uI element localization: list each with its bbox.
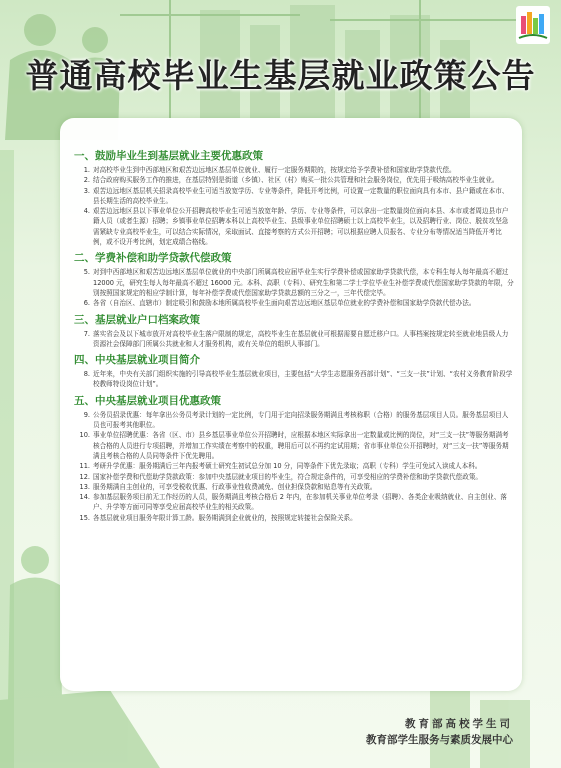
list-item: 1. 对高校毕业生到中西部地区和艰苦边远地区基层单位就业、履行一定服务期限的，按规定给予学费补偿和国家助学贷款代偿。 bbox=[83, 166, 456, 174]
section-heading: 一、鼓励毕业生到基层就业主要优惠政策 bbox=[74, 150, 263, 162]
section-basic-incentives bbox=[74, 148, 514, 247]
list-item: 14. 参加基层服务项目前无工作经历的人员，服务期满且考核合格后 2 年内，在参加机关事业单位考录（招聘）、各类企业吸纳就业、自主创业、落户、升学等方面可同等享受应届高校毕业生的相关政策。 bbox=[79, 493, 507, 512]
list-item: 11. 考研升学优惠：服务期满后三年内报考硕士研究生初试总分加 10 分，同等条件下优先录取；高职（专科）学生可免试入读成人本科。 bbox=[79, 462, 482, 471]
list-item: 6. 各省（自治区、直辖市）制定吸引和鼓励本地所属高校毕业生面向艰苦边远地区基层单位就业的学费补偿和国家助学贷款代偿办法。 bbox=[83, 299, 476, 308]
section-tuition-compensation bbox=[74, 250, 514, 308]
section-central-projects-intro bbox=[74, 352, 514, 390]
list-item: 4. 艰苦边远地区县以下事业单位公开招聘高校毕业生可适当放宽年龄、学历、专业等条件，可以拿出一定数量岗位面向本县、本市或者周边县市户籍人员（或者生源）招聘；乡镇事业单位招聘本科以上高校毕业生、县级事业单位招聘硕士以上高校毕业生，以及招聘行业、岗位、脱贫攻坚急需紧缺专业高校毕业生，可以结合实际情况，采取面试、直接考察的方式公开招聘；可以根据应聘人员报名、专业分布等情况适当降低开考比例，或不设开考比例，划定成绩合格线。 bbox=[83, 207, 509, 247]
section-heading: 五、中央基层就业项目优惠政策 bbox=[74, 394, 221, 407]
issuer-line-2: 教育部学生服务与素质发展中心 bbox=[366, 734, 513, 746]
list-item: 15. 各基层就业项目服务年限计算工龄。服务期满到企业就业的，按照规定转接社会保险关系。 bbox=[79, 513, 357, 522]
section-heading: 二、学费补偿和助学贷款代偿政策 bbox=[74, 252, 232, 265]
section-heading: 四、中央基层就业项目简介 bbox=[74, 354, 200, 367]
section-household-registration bbox=[74, 312, 514, 350]
city-logo-icon bbox=[516, 6, 550, 44]
list-item: 8. 近年来，中央有关部门组织实施的引导高校毕业生基层就业项目，主要包括“大学生志愿服务西部计划”、“三支一扶”计划、“农村义务教育阶段学校教师特设岗位计划”。 bbox=[83, 370, 513, 389]
section-heading: 三、基层就业户口档案政策 bbox=[74, 313, 200, 326]
page-title: 普通高校毕业生基层就业政策公告 bbox=[25, 56, 536, 95]
issuer-footer bbox=[366, 716, 513, 748]
list-item: 7. 落实省会及以下城市放开对高校毕业生落户限制的规定，高校毕业生在基层就业可根据需要自愿迁移户口。人事档案按规定转至就业地县级人力资源社会保障部门所属公共就业和人才服务机构，或有关单位的组织人事部门。 bbox=[83, 329, 509, 348]
section-central-projects-benefits bbox=[74, 393, 514, 523]
policy-content bbox=[74, 145, 514, 523]
list-item: 10. 事业单位招聘优惠：各省（区、市）县乡基层事业单位公开招聘时，应根据本地区实际拿出一定数量或比例的岗位，对“三支一扶”等服务期满考核合格的人员进行专项招聘，并增加工作实绩在考察中的权重，聘用后可以不再约定试用期；省市事业单位公开招聘时，对“三支一扶”等服务期满且考核合格的人员同等条件下优先聘用。 bbox=[79, 431, 509, 460]
list-item: 5. 对到中西部地区和艰苦边远地区基层单位就业的中央部门所属高校应届毕业生实行学费补偿或国家助学贷款代偿，本专科生每人每年最高不超过 12000 元，研究生每人每年最高不超过 16000 元。本科、高职（专科）、研究生和第二学士学位毕业生补偿学费或代偿国家助学贷款的年限，分别按照国家规定的相应学制计算，每年补偿学费或代偿国家助学贷款总额的三分之一，三年代偿完毕。 bbox=[83, 268, 514, 297]
list-item: 9. 公务员招录优惠：每年拿出公务员考录计划的一定比例，专门用于定向招录服务期满且考核称职（合格）的服务基层项目人员。服务基层项目人员也可报考其他职位。 bbox=[83, 410, 509, 430]
list-item: 2. 结合政府购买服务工作的推进，在基层特别是街道（乡镇）、社区（村）购买一批公共管理和社会服务岗位，优先用于吸纳高校毕业生就业。 bbox=[83, 176, 499, 185]
issuer-line-1: 教育部高校学生司 bbox=[405, 718, 513, 730]
list-item: 3. 艰苦边远地区基层机关招录高校毕业生可适当放宽学历、专业等条件，降低开考比例，可设置一定数量的职位面向具有本市、县户籍或在本市、县长期生活的高校毕业生。 bbox=[83, 186, 509, 205]
list-item: 12. 国家补偿学费和代偿助学贷款政策：参加中央基层就业项目的毕业生，符合规定条件的，可享受相应的学费补偿和助学贷款代偿政策。 bbox=[79, 472, 483, 481]
list-item: 13. 服务期满自主创业的，可享受税收优惠、行政事业性收费减免、创业担保贷款和贴息等有关政策。 bbox=[79, 482, 377, 491]
